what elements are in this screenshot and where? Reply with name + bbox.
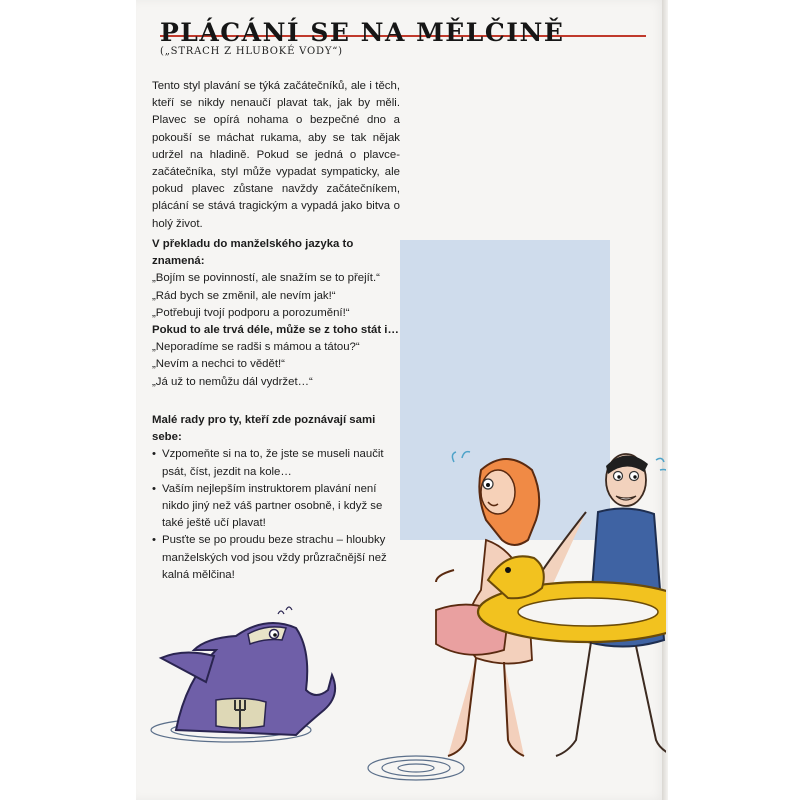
tip-item: • Vaším nejlepším instruktorem plavání není nikdo jiný než váš partner osobně, i když se také ještě učí plavat!	[152, 481, 400, 533]
page-subtitle: („STRACH Z HLUBOKÉ VODY“)	[160, 46, 343, 57]
tip-item: • Pusťte se po proudu beze strachu – hloubky manželských vod jsou vždy průzračnější než kalná mělčina!	[152, 532, 400, 584]
section-heading: V překladu do manželského jazyka to znamená:	[152, 238, 354, 268]
quote-line: „Rád bych se změnil, ale nevím jak!“	[152, 289, 336, 302]
cartoon-illustration	[136, 400, 666, 800]
page-title: PLÁCÁNÍ SE NA MĚLČINĚ	[160, 18, 565, 47]
quote-line: „Neporadíme se radši s mámou a tátou?“	[152, 341, 360, 354]
section-heading: Malé rady pro ty, kteří zde poznávají sami sebe:	[152, 414, 376, 444]
intro-paragraph: Tento styl plavání se týká začátečníků, ale i těch, kteří se nikdy nenaučí plavat tak, jak by měli. Plavec se opírá nohama o bezpečné dno a pokouší se máchat rukama, aby se tak nějak udržel na hladině. Pokud se jedná o plavce-začátečníka, styl může vypadat sympaticky, ale pokud plavec zůstane navždy začátečníkem, plácání se stává tragickým a vypadá jako bitva o holý život.	[152, 80, 400, 230]
section-translation	[152, 236, 400, 322]
quote-line: „Já už to nemůžu dál vydržet…“	[152, 375, 313, 388]
section-longer	[152, 322, 400, 391]
tip-item: • Vzpomeňte si na to, že jste se museli naučit psát, číst, jezdit na kole…	[152, 446, 400, 480]
section-heading: Pokud to ale trvá déle, může se z toho stát i…	[152, 324, 399, 336]
shark-cartoon	[161, 607, 335, 735]
quote-line: „Bojím se povinností, ale snažím se to přejít.“	[152, 272, 380, 285]
quote-line: „Potřebuji tvojí podporu a porozumění!“	[152, 306, 350, 319]
quote-line: „Nevím a nechci to vědět!“	[152, 358, 285, 371]
